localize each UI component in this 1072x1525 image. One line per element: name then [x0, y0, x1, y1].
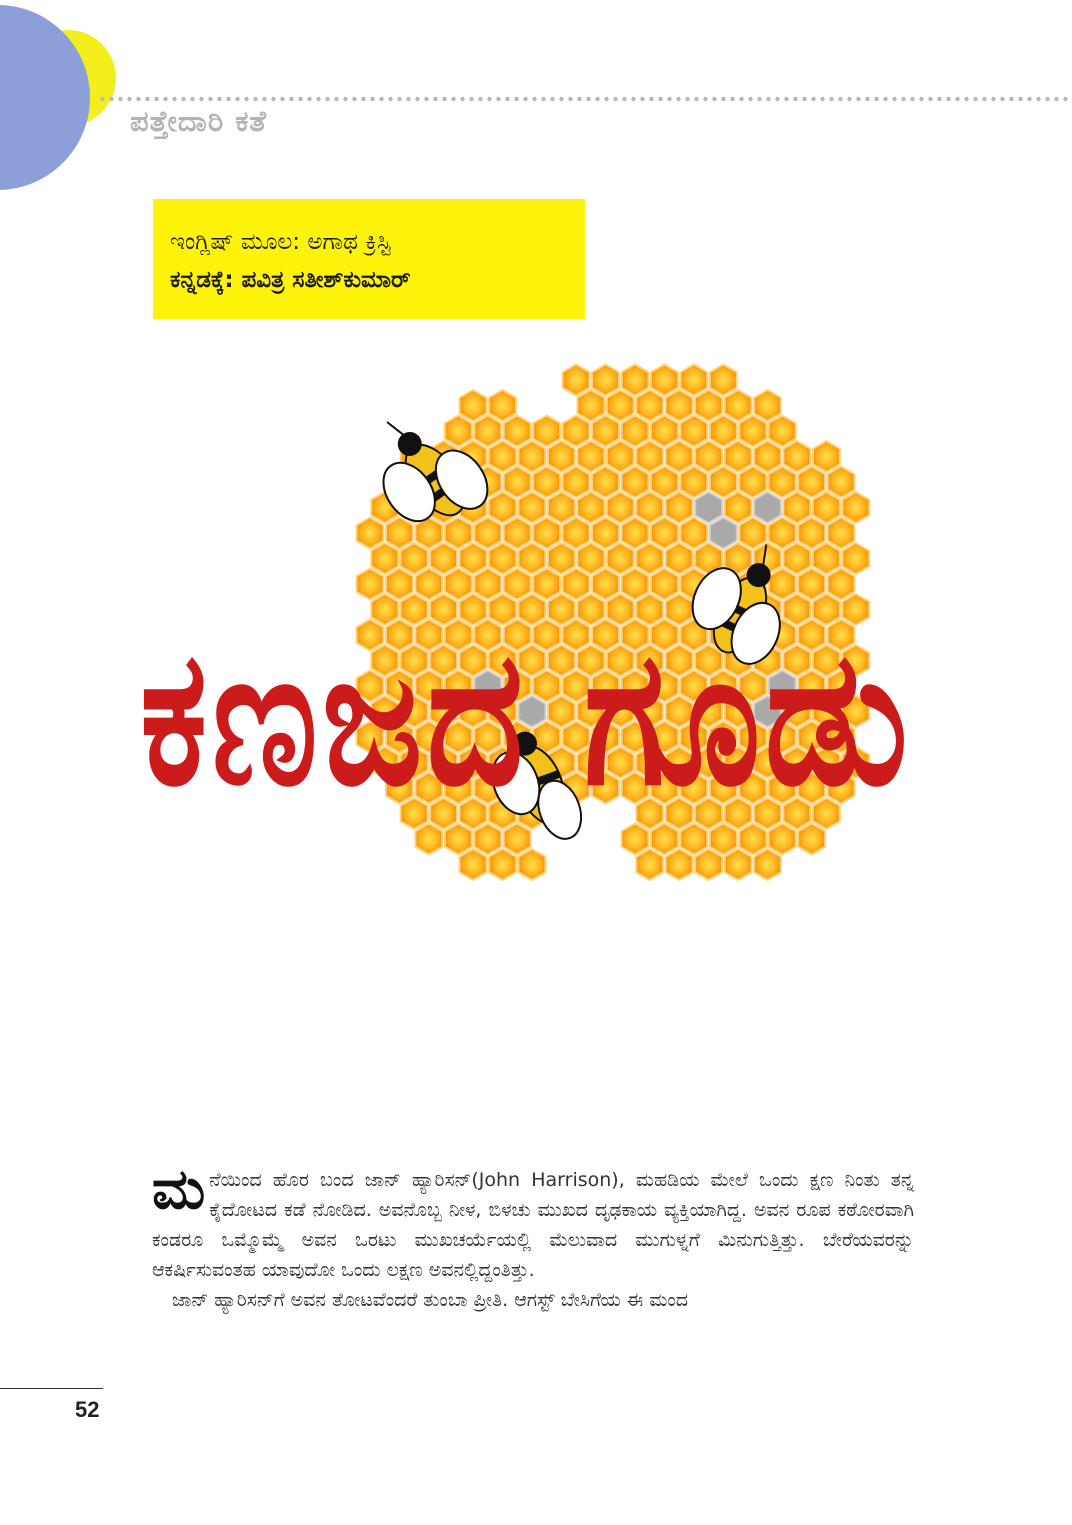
honey-cell [769, 416, 796, 447]
honey-cell [725, 441, 752, 472]
honey-cell [489, 441, 516, 472]
honey-cell [842, 543, 869, 574]
honey-cell [813, 492, 840, 523]
honey-cell [445, 416, 472, 447]
honey-cell [577, 390, 604, 421]
honey-cell [401, 543, 428, 574]
honey-cell [681, 416, 708, 447]
honey-cell [739, 518, 766, 549]
honey-cell [798, 467, 825, 498]
honey-cell [504, 518, 531, 549]
honey-cell [445, 518, 472, 549]
honey-cell [725, 390, 752, 421]
honey-cell [371, 543, 398, 574]
honey-cell [710, 365, 737, 396]
honey-cell [695, 849, 722, 880]
honey-cell [533, 416, 560, 447]
paragraph-1-text: ನೆಯಿಂದ ಹೊರ ಬಂದ ಜಾನ್ ಹ್ಯಾರಿಸನ್(John Harrison), ಮಹಡಿಯ ಮೇಲೆ ಒಂದು ಕ್ಷಣ ನಿಂತು ತನ್ನ ಕೈದೋಟದ ಕಡೆ ನೋಡಿದ. ಅವನೊಬ್ಬ ನೀಳ, ಬಿಳಚು ಮುಖದ ದೃಢಕಾಯ ವ್ಯಕ್ತಿಯಾಗಿದ್ದ. ಅವನ ರೂಪ ಕಠೋರವಾಗಿ ಕಂಡರೂ ಒಮ್ಮೊಮ್ಮೆ ಅವನ ಒರಟು ಮುಖಚರ್ಯೆಯಲ್ಲಿ ಮೆಲುವಾದ ಮುಗುಳ್ನಗೆ ಮಿನುಗುತ್ತಿತ್ತು. ಬೇರೆಯವರನ್ನು ಆಕರ್ಷಿಸುವಂತಹ ಯಾವುದೋ ಒಂದು ಲಕ್ಷಣ ಅವನಲ್ಲಿದ್ದಂತಿತ್ತು. [152, 1169, 914, 1281]
translator-credit: ಕನ್ನಡಕ್ಕೆ: ಪವಿತ್ರ ಸತೀಶ್‌ಕುಮಾರ್ [170, 267, 411, 293]
honey-cell [577, 441, 604, 472]
honey-cell [622, 518, 649, 549]
honey-cell [725, 849, 752, 880]
paragraph-2: ಜಾನ್ ಹ್ಯಾರಿಸನ್‌ಗೆ ಅವನ ತೋಟವೆಂದರೆ ತುಂಬಾ ಪ್ರೀತಿ. ಆಗಸ್ಟ್ ಬೇಸಿಗೆಯ ಈ ಮಂದ [172, 1289, 689, 1311]
honey-cell [430, 543, 457, 574]
honey-cell [519, 441, 546, 472]
honey-cell [651, 467, 678, 498]
empty-cell [754, 492, 781, 523]
honey-cell [651, 569, 678, 600]
honey-cell [666, 543, 693, 574]
honey-cell [784, 492, 811, 523]
honey-cell [622, 467, 649, 498]
honey-cell [386, 518, 413, 549]
honey-cell [725, 492, 752, 523]
honey-cell [828, 569, 855, 600]
footer-rule [0, 1388, 103, 1389]
honey-cell [828, 467, 855, 498]
dotted-header-rule [98, 96, 1072, 102]
honey-cell [577, 543, 604, 574]
honey-cell [784, 543, 811, 574]
honey-cell [607, 441, 634, 472]
honey-cell [666, 390, 693, 421]
honey-cell [504, 467, 531, 498]
honey-cell [607, 390, 634, 421]
honey-cell [695, 390, 722, 421]
paragraph-1 [152, 1157, 914, 1285]
honey-cell [710, 467, 737, 498]
honey-cell [636, 441, 663, 472]
honey-cell [622, 365, 649, 396]
honey-cell [548, 492, 575, 523]
honey-cell [622, 569, 649, 600]
honey-cell [460, 543, 487, 574]
honey-cell [813, 543, 840, 574]
honey-cell [798, 518, 825, 549]
honey-cell [460, 849, 487, 880]
honey-cell [769, 518, 796, 549]
honey-cell [489, 492, 516, 523]
honey-cell [489, 543, 516, 574]
article-body [152, 1157, 914, 1315]
empty-cell [710, 518, 737, 549]
honey-cell [651, 416, 678, 447]
honey-cell [592, 365, 619, 396]
honey-cell [842, 492, 869, 523]
drop-cap: ಮ [152, 1157, 206, 1222]
honey-cell [739, 467, 766, 498]
honey-cell [666, 849, 693, 880]
honey-cell [592, 416, 619, 447]
honey-cell [651, 518, 678, 549]
story-title: ಕಣಜದ ಗೂಡು [140, 610, 912, 828]
honey-cell [460, 390, 487, 421]
honey-cell [754, 390, 781, 421]
honey-cell [681, 467, 708, 498]
honey-cell [563, 569, 590, 600]
honey-cell [754, 849, 781, 880]
honey-cell [651, 365, 678, 396]
honey-cell [695, 441, 722, 472]
section-label: ಪತ್ತೇದಾರಿ ಕತೆ [130, 104, 267, 138]
honey-cell [813, 441, 840, 472]
honey-cell [754, 441, 781, 472]
honey-cell [416, 569, 443, 600]
honey-cell [489, 390, 516, 421]
honey-cell [386, 569, 413, 600]
honey-cell [533, 518, 560, 549]
honey-cell [636, 390, 663, 421]
honey-cell [504, 569, 531, 600]
honey-cell [577, 492, 604, 523]
honey-cell [666, 441, 693, 472]
honey-cell [548, 543, 575, 574]
honey-cell [504, 416, 531, 447]
honey-cell [636, 543, 663, 574]
honey-cell [519, 492, 546, 523]
honey-cell [592, 518, 619, 549]
honey-cell [636, 492, 663, 523]
honey-cell [533, 569, 560, 600]
honey-cell [828, 518, 855, 549]
honey-cell [474, 518, 501, 549]
honey-cell [489, 849, 516, 880]
honey-cell [710, 416, 737, 447]
honey-cell [622, 416, 649, 447]
honey-cell [681, 518, 708, 549]
honey-cell [563, 518, 590, 549]
honey-cell [607, 543, 634, 574]
honey-cell [607, 492, 634, 523]
honey-cell [666, 492, 693, 523]
honey-cell [784, 441, 811, 472]
honey-cell [592, 467, 619, 498]
honey-cell [416, 518, 443, 549]
honey-cell [519, 543, 546, 574]
honey-cell [548, 441, 575, 472]
honey-cell [474, 416, 501, 447]
honey-cell [563, 416, 590, 447]
honey-cell [739, 416, 766, 447]
honey-cell [474, 569, 501, 600]
honey-cell [519, 849, 546, 880]
honey-cell [798, 569, 825, 600]
honey-cell [769, 467, 796, 498]
honey-cell [592, 569, 619, 600]
honey-cell [769, 569, 796, 600]
empty-cell [695, 492, 722, 523]
credits-box [153, 199, 585, 319]
original-author-credit: ಇಂಗ್ಲಿಷ್ ಮೂಲ: ಅಗಾಥ ಕ್ರಿಸ್ಟಿ [170, 229, 391, 255]
honey-cell [563, 467, 590, 498]
honey-cell [636, 849, 663, 880]
honey-cell [357, 569, 384, 600]
honey-cell [533, 467, 560, 498]
page-number: 52 [75, 1397, 100, 1422]
honey-cell [357, 518, 384, 549]
honey-cell [445, 569, 472, 600]
honey-cell [681, 365, 708, 396]
honey-cell [563, 365, 590, 396]
